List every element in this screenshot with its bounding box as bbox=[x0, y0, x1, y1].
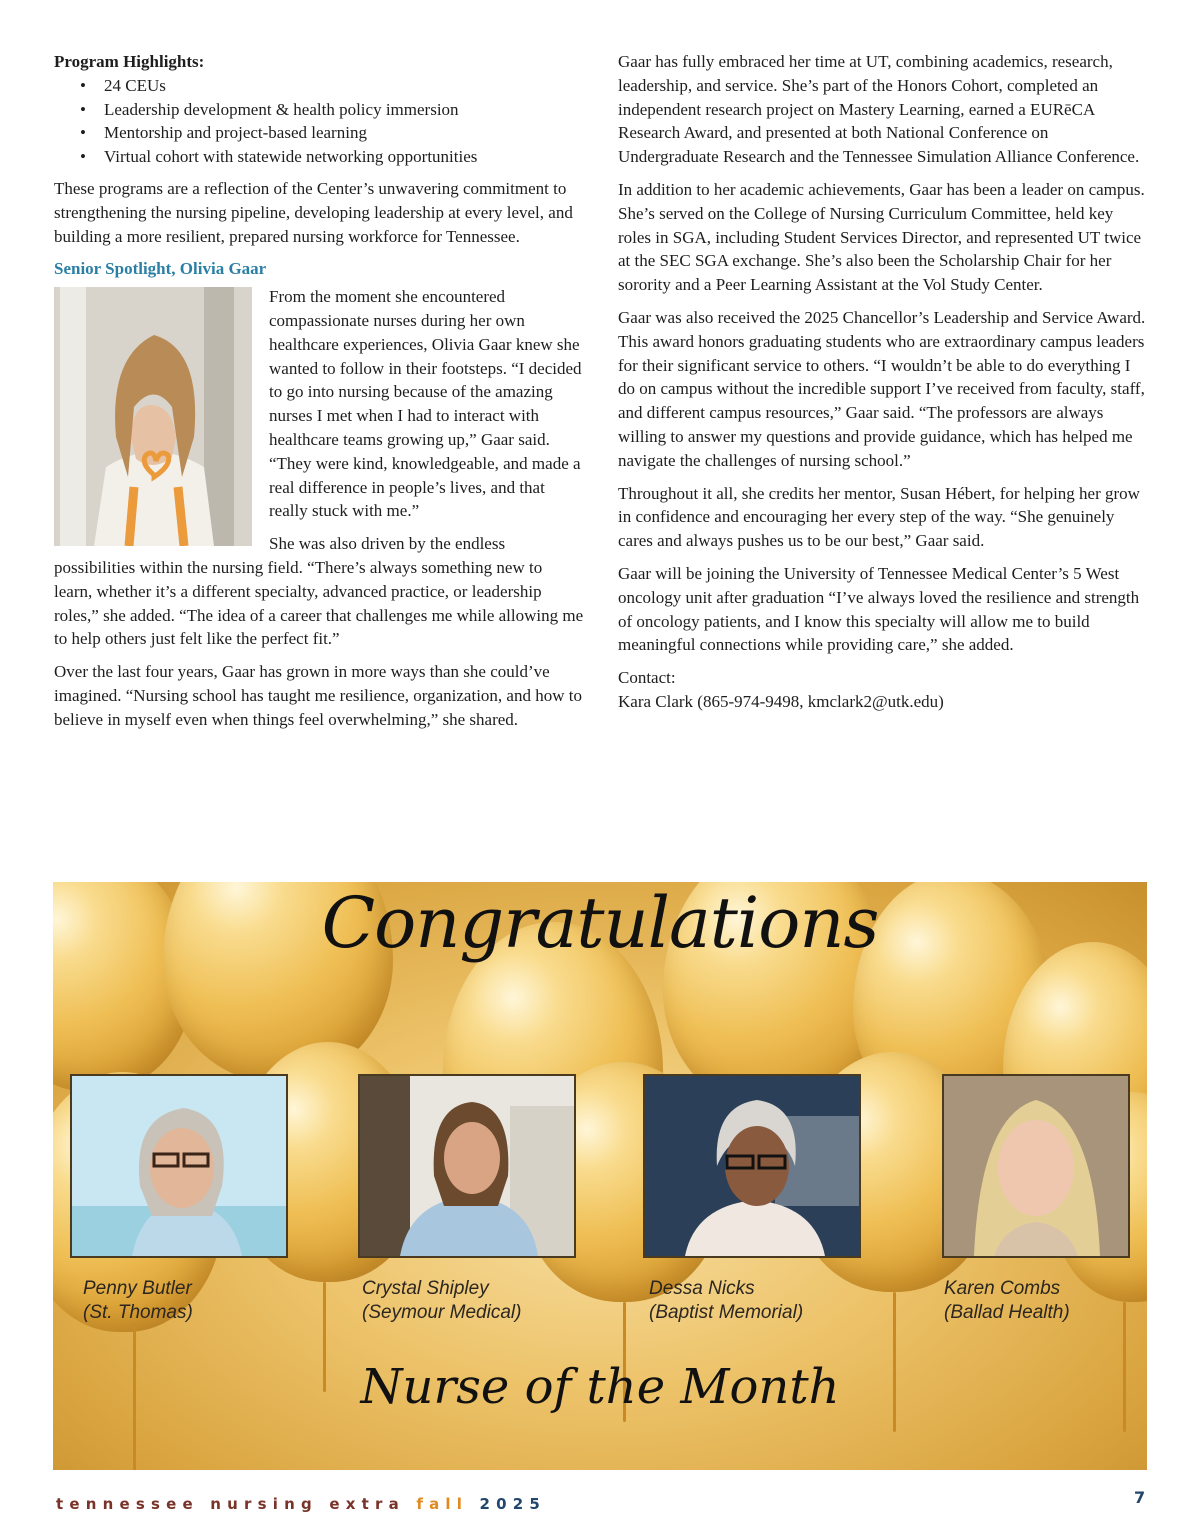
footer-publication: tennessee nursing extra bbox=[56, 1495, 405, 1513]
paragraph-leader: In addition to her academic achievements, Gaar has been a leader on campus. She’s served on the College of Nursing Curriculum Committee, held key roles in SGA, including Student Services Director, and represented UT twice at the SEC SGA exchange. She’s also been the Scholarship Chair for her sorority and a Peer Learning Assistant at the Vol Study Center. bbox=[618, 179, 1145, 295]
footer-year: 2025 bbox=[479, 1495, 547, 1513]
paragraph-mentor: Throughout it all, she credits her mentor, Susan Hébert, for helping her grow in confidence and encouraging her every step of the way. “She genuinely cares and always pushes us to be our best,” Gaar said. bbox=[618, 483, 1140, 551]
portrait-image bbox=[944, 1076, 1128, 1256]
nurse-photo-dessa-nicks bbox=[643, 1074, 861, 1258]
list-item: • Mentorship and project-based learning bbox=[104, 121, 584, 145]
list-item: • Leadership development & health policy immersion bbox=[104, 98, 584, 122]
paragraph-driven: She was also driven by the endless possibilities within the nursing field. “There’s always something new to learn, whether it’s a different specialty, advanced practice, or leadership roles,” she added. “The idea of a career that challenges me while allowing me to help others just felt like the perfect fit.” bbox=[54, 534, 584, 649]
nurse-name: Karen Combs bbox=[944, 1278, 1061, 1299]
footer-season: fall bbox=[416, 1495, 469, 1513]
paragraph-joining: Gaar will be joining the University of Tennessee Medical Center’s 5 West oncology unit after graduation “I’ve always loved the resilience and strength of oncology patients, and I know this specialty will allow me to build meaningful connections while providing care,” she added. bbox=[618, 563, 1140, 655]
portrait-image bbox=[72, 1076, 286, 1256]
contact-block bbox=[618, 666, 1148, 714]
page-number: 7 bbox=[1134, 1488, 1146, 1507]
nurse-caption-karen-combs bbox=[944, 1277, 1070, 1325]
nurse-of-the-month-title: Nurse of the Month bbox=[360, 1359, 840, 1415]
spotlight-heading: Senior Spotlight, Olivia Gaar bbox=[54, 259, 267, 279]
nurse-name: Dessa Nicks bbox=[649, 1278, 755, 1299]
nurse-photo-karen-combs bbox=[942, 1074, 1130, 1258]
nurse-org: (Baptist Memorial) bbox=[649, 1302, 804, 1323]
congratulations-title: Congratulations bbox=[321, 882, 879, 964]
highlights-title: Program Highlights: bbox=[54, 52, 205, 71]
list-item: • 24 CEUs bbox=[104, 74, 584, 98]
footer-publication-line bbox=[56, 1495, 546, 1513]
nurse-photo-crystal-shipley bbox=[358, 1074, 576, 1258]
paragraph-moment: From the moment she encountered compassionate nurses during her own healthcare experiences, Olivia Gaar knew she wanted to follow in their footsteps. “I decided to go into nursing because of the amazing nurses I met when I had to interact with healthcare teams growing up,” Gaar said. “They were kind, knowledgeable, and made a real difference in people’s lives, and that really stuck with me.” bbox=[269, 287, 582, 521]
left-column bbox=[54, 50, 584, 741]
portrait-image bbox=[54, 287, 252, 546]
portrait-image bbox=[645, 1076, 859, 1256]
nurse-org: (Ballad Health) bbox=[944, 1302, 1070, 1323]
contact-label: Contact: bbox=[618, 668, 676, 688]
nurse-of-month-banner bbox=[53, 882, 1147, 1470]
highlights-list bbox=[54, 74, 584, 169]
nurse-caption-crystal-shipley bbox=[362, 1277, 521, 1325]
olivia-gaar-photo bbox=[54, 287, 252, 546]
nurse-caption-penny-butler bbox=[83, 1277, 193, 1325]
paragraph-grown: Over the last four years, Gaar has grown in more ways than she could’ve imagined. “Nursing school has taught me resilience, organization, and how to believe in myself even when things feel overwhelming,” she shared. bbox=[54, 662, 582, 729]
paragraph-award: Gaar was also received the 2025 Chancellor’s Leadership and Service Award. This award honors graduating students who are extraordinary campus leaders for their significant service to others. “I wouldn’t be able to do everything I do on campus without the incredible support I’ve received from faculty, staff, and different campus resources,” Gaar said. “The professors are always willing to answer my questions and provide guidance, which has helped me navigate the challenges of nursing school.” bbox=[618, 307, 1146, 470]
nurse-org: (Seymour Medical) bbox=[362, 1302, 522, 1323]
nurse-photo-penny-butler bbox=[70, 1074, 288, 1258]
right-column bbox=[618, 50, 1148, 714]
paragraph-embraced: Gaar has fully embraced her time at UT, combining academics, research, leadership, and service. She’s part of the Honors Cohort, completed an independent research project on Mastery Learning, earned a EURēCA Research Award, and presented at both National Conference on Undergraduate Research and the Tennessee Simulation Alliance Conference. bbox=[618, 52, 1140, 167]
nurse-name: Penny Butler bbox=[83, 1278, 192, 1299]
nurse-caption-dessa-nicks bbox=[649, 1277, 803, 1325]
portrait-image bbox=[360, 1076, 574, 1256]
nurse-org: (St. Thomas) bbox=[83, 1302, 193, 1323]
nurse-name: Crystal Shipley bbox=[362, 1278, 489, 1299]
paragraph-programs: These programs are a reflection of the Center’s unwavering commitment to strengthening the nursing pipeline, developing leadership at every level, and building a more resilient, prepared nursing workforce for Tennessee. bbox=[54, 178, 573, 246]
list-item: • Virtual cohort with statewide networking opportunities bbox=[104, 145, 584, 169]
contact-value: Kara Clark (865-974-9498, kmclark2@utk.edu) bbox=[618, 691, 944, 711]
